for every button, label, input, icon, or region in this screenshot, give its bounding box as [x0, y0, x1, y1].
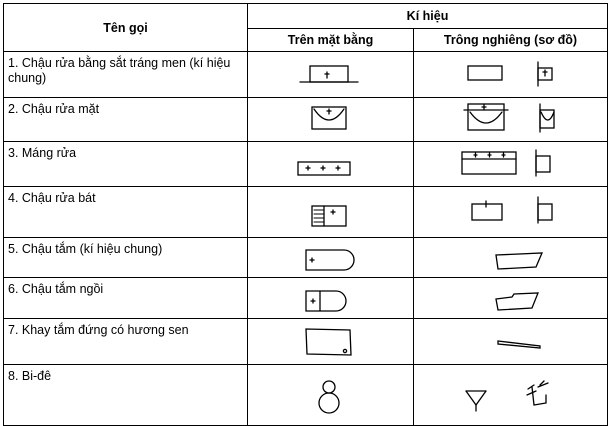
bidet-elevation-icon [414, 365, 608, 426]
washbasin-plan-icon [248, 98, 414, 142]
table-row [4, 52, 608, 98]
elevation-symbol-cell [414, 187, 608, 238]
row-name: 6. Chậu tắm ngồi [4, 278, 248, 319]
elevation-symbol-cell [414, 142, 608, 187]
table-row [4, 278, 608, 319]
sitz-bath-elevation-icon [414, 278, 608, 319]
bathtub-elevation-icon [414, 238, 608, 278]
plan-symbol-cell [248, 98, 414, 142]
elevation-symbol-cell [414, 319, 608, 365]
table-row [4, 238, 608, 278]
table-row [4, 142, 608, 187]
wash-trough-elevation-icon [414, 142, 608, 187]
plan-column-header: Trên mặt bằng [248, 29, 414, 52]
plan-symbol-cell [248, 142, 414, 187]
symbol-group-header: Kí hiệu [248, 4, 608, 29]
elevation-symbol-cell [414, 52, 608, 98]
row-name: 3. Máng rửa [4, 142, 248, 187]
enamel-sink-elevation-icon [414, 52, 608, 98]
elevation-symbol-cell [414, 278, 608, 319]
bidet-plan-icon [248, 365, 414, 426]
row-name: 2. Chậu rửa mặt [4, 98, 248, 142]
plan-symbol-cell [248, 319, 414, 365]
dish-sink-plan-icon [248, 187, 414, 238]
name-column-header: Tên gọi [4, 4, 248, 52]
wash-trough-plan-icon [248, 142, 414, 187]
table-row [4, 319, 608, 365]
plan-symbol-cell [248, 187, 414, 238]
shower-tray-plan-icon [248, 319, 414, 365]
enamel-sink-plan-icon [248, 52, 414, 98]
row-name: 7. Khay tắm đứng có hương sen [4, 319, 248, 365]
row-name: 8. Bi-đê [4, 365, 248, 426]
elevation-symbol-cell [414, 238, 608, 278]
bathtub-plan-icon [248, 238, 414, 278]
elevation-symbol-cell [414, 98, 608, 142]
plan-symbol-cell [248, 238, 414, 278]
row-name: 1. Chậu rửa bằng sắt tráng men (kí hiệu chung) [4, 52, 248, 98]
shower-tray-elevation-icon [414, 319, 608, 365]
elevation-symbol-cell [414, 365, 608, 426]
dish-sink-elevation-icon [414, 187, 608, 238]
sitz-bath-plan-icon [248, 278, 414, 319]
row-name: 5. Chậu tắm (kí hiệu chung) [4, 238, 248, 278]
table-row [4, 187, 608, 238]
table-row [4, 365, 608, 426]
elevation-column-header: Trông nghiêng (sơ đồ) [414, 29, 608, 52]
plumbing-symbols-table [3, 3, 608, 426]
washbasin-elevation-icon [414, 98, 608, 142]
table-row [4, 98, 608, 142]
row-name: 4. Chậu rửa bát [4, 187, 248, 238]
plan-symbol-cell [248, 52, 414, 98]
plan-symbol-cell [248, 365, 414, 426]
plan-symbol-cell [248, 278, 414, 319]
